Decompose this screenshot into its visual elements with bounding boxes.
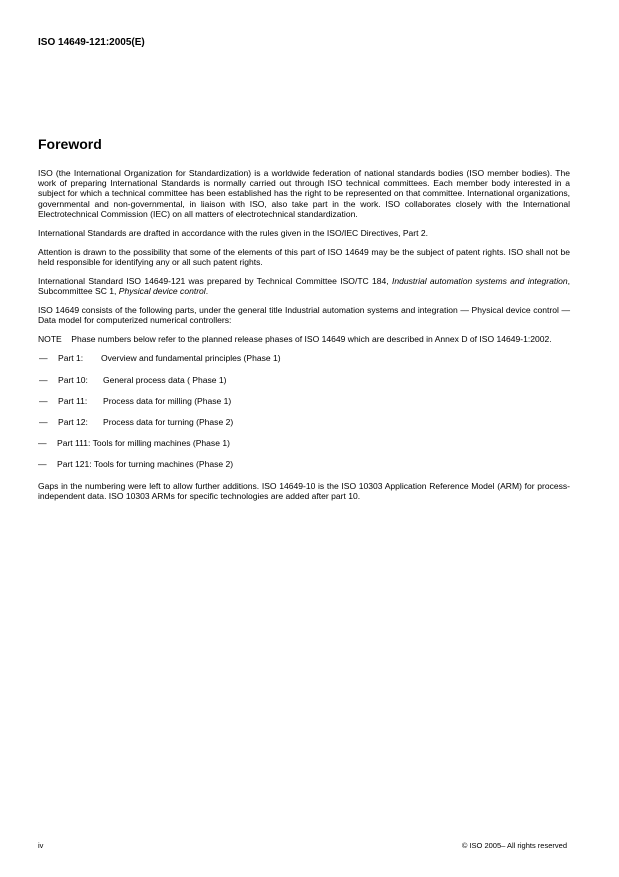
prepared-by-text-2: , Subcommittee SC 1, (38, 276, 570, 297)
list-item (38, 417, 570, 427)
paragraph-iso-intro: ISO (the International Organization for Standardization) is a worldwide federation of national standards bodies (ISO member bodies). The work of preparing International Standards is normally carried out through ISO technical committees. Each member body interested in a subject for which a technical committee has been established has the right to be represented on that committee. International organizations, governmental and non-governmental, in liaison with ISO, also take part in the work. ISO collaborates closely with the International Electrotechnical Commission (IEC) on all matters of electrotechnical standardization. (38, 168, 570, 219)
paragraph-patent-rights: Attention is drawn to the possibility that some of the elements of this part of ISO 14649 may be the subject of patent rights. ISO shall not be held responsible for identifying any or all such patent rights. (38, 246, 570, 268)
dash-bullet: — (39, 353, 48, 364)
committee-title: Industrial automation systems and integration (391, 276, 568, 287)
part-description: Overview and fundamental principles (Phase 1) (101, 353, 281, 364)
dash-bullet: — (38, 459, 47, 470)
prepared-by-end: . (205, 286, 209, 297)
foreword-body (38, 168, 570, 510)
list-item (38, 375, 570, 385)
dash-bullet: — (39, 395, 48, 406)
dash-bullet: — (39, 374, 48, 385)
list-item (38, 353, 570, 363)
part-description: Tools for turning machines (Phase 2) (93, 459, 234, 470)
part-number: Part 121: (57, 459, 92, 470)
prepared-by-text: International Standard ISO 14649-121 was prepared by Technical Committee ISO/TC 184, (38, 276, 392, 287)
page-number: iv (38, 841, 44, 850)
part-description: General process data ( Phase 1) (103, 374, 227, 385)
dash-bullet: — (38, 438, 47, 449)
list-item (38, 396, 570, 406)
part-description: Process data for milling (Phase 1) (103, 395, 232, 406)
part-number: Part 12: (58, 417, 88, 428)
list-item (38, 459, 570, 469)
paragraph-parts-intro: ISO 14649 consists of the following parts, under the general title Industrial automation systems and integration — Physical device control — Data model for computerized numerical controllers: (38, 305, 570, 326)
dash-bullet: — (39, 417, 48, 428)
part-number: Part 1: (58, 353, 84, 364)
paragraph-numbering-gaps: Gaps in the numbering were left to allow further additions. ISO 14649-10 is the ISO 10303 Application Reference Model (ARM) for process-independent data. ISO 10303 ARMs for specific technologies are added after part 10. (38, 480, 570, 501)
subcommittee-title: Physical device control (118, 286, 206, 297)
document-id-header: ISO 14649-121:2005(E) (38, 37, 145, 48)
page-title: Foreword (38, 136, 102, 152)
paragraph-directives: International Standards are drafted in accordance with the rules given in the ISO/IEC Directives, Part 2. (38, 227, 429, 238)
paragraph-prepared-by (38, 276, 570, 296)
part-number: Part 111: (57, 438, 91, 449)
part-description: Tools for milling machines (Phase 1) (92, 438, 230, 449)
part-description: Process data for turning (Phase 2) (103, 417, 234, 428)
list-item (38, 438, 570, 448)
part-number: Part 11: (58, 395, 88, 406)
note-paragraph: NOTE Phase numbers below refer to the planned release phases of ISO 14649 which are described in Annex D of ISO 14649-1:2002. (38, 334, 552, 345)
copyright-notice: © ISO 2005– All rights reserved (461, 841, 567, 850)
part-number: Part 10: (58, 374, 88, 385)
